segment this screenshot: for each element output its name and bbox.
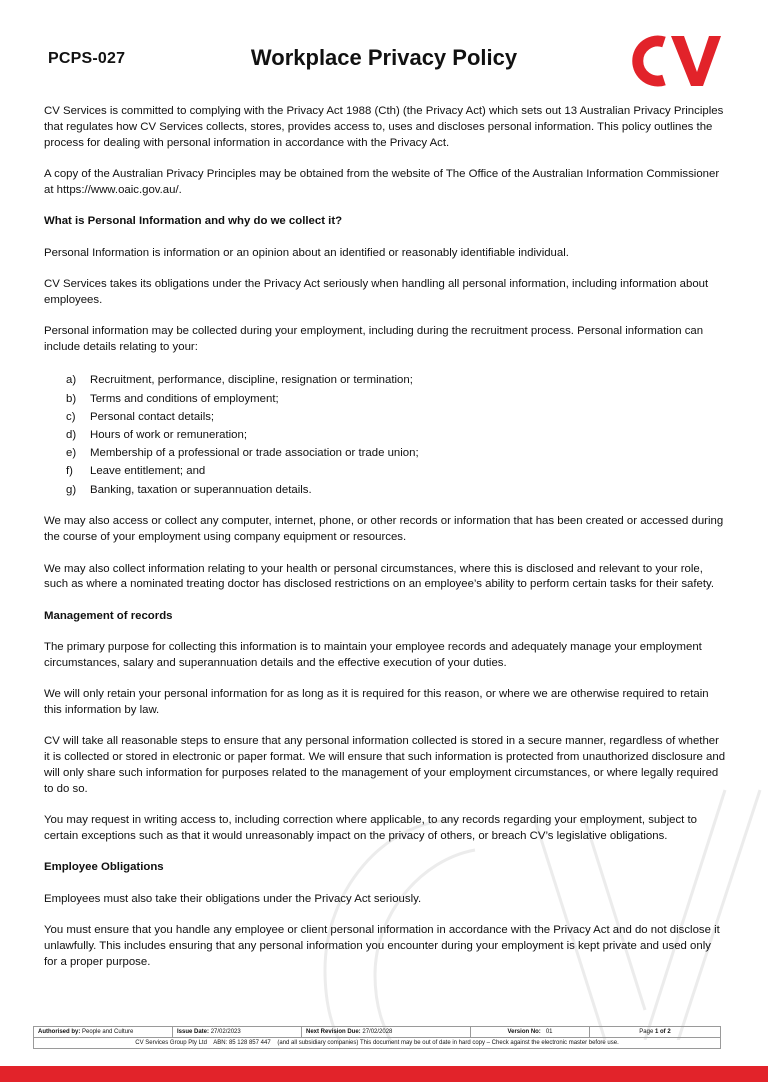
list-marker: e) xyxy=(66,447,77,460)
details-list xyxy=(44,371,726,498)
security-paragraph: CV will take all reasonable steps to ensure that any personal information collected is stored in a secure manner, regardless of whether it is collected or stored in electronic or paper format. We will ensure that such information is protected from unauthorized disclosure and will only share such information for purposes related to the management of your employment circumstances, or where legally required to do so. xyxy=(44,735,726,795)
list-marker: a) xyxy=(66,374,77,387)
list-marker: c) xyxy=(66,410,76,423)
retention-paragraph: We will only retain your personal information for as long as it is required for this reason, or where we are otherwise required to retain this information by law. xyxy=(44,688,709,717)
app-copy-paragraph: A copy of the Australian Privacy Principles may be obtained from the website of The Office of the Australian Information Commissioner at https://www.oaic.gov.au/. xyxy=(44,167,720,196)
page-title: Workplace Privacy Policy xyxy=(250,45,518,70)
intro-paragraph: CV Services is committed to complying with the Privacy Act 1988 (Cth) (the Privacy Act) which sets out 13 Australian Privacy Principles that regulates how CV Services collects, stores, provides access to, uses and discloses personal information. This policy outlines the process for dealing with personal information in accordance with the Privacy Act. xyxy=(44,105,724,149)
section-heading-personal-info: What is Personal Information and why do we collect it? xyxy=(44,215,343,228)
request-access-paragraph: You may request in writing access to, including correction where applicable, to any records regarding your employment, subject to certain exceptions such as that it would unreasonably impact on the privacy of others, or breach CV’s legislative obligations. xyxy=(44,814,697,843)
footer-authorised: Authorised by: People and Culture xyxy=(34,1027,173,1038)
list-marker: d) xyxy=(66,428,77,441)
policy-body xyxy=(44,104,726,986)
list-item xyxy=(66,462,726,480)
brand-footer-bar xyxy=(0,1066,768,1082)
list-item xyxy=(66,371,726,389)
list-item xyxy=(66,481,726,499)
section-heading-employee-obligations: Employee Obligations xyxy=(44,861,164,874)
list-item-text: Membership of a professional or trade association or trade union; xyxy=(90,447,419,460)
footer-issue-date: Issue Date: 27/02/2023 xyxy=(173,1027,302,1038)
list-item xyxy=(66,408,726,426)
footer-company-line: CV Services Group Pty Ltd ABN: 85 128 857 447 (and all subsidiary companies) This document may be out of date in hard copy – Check against the electronic master before use. xyxy=(34,1038,721,1049)
cv-logo xyxy=(624,32,722,90)
list-marker: g) xyxy=(66,483,77,496)
handling-paragraph: You must ensure that you handle any employee or client personal information in accordance with the Privacy Act and do not disclose it unlawfully. This includes ensuring that any personal information you encounter during your employment is kept private and used only for a proper purpose. xyxy=(44,924,720,968)
list-item-text: Personal contact details; xyxy=(90,410,215,423)
list-item-text: Banking, taxation or superannuation details. xyxy=(90,483,312,496)
footer-revision-due: Next Revision Due: 27/02/2028 xyxy=(302,1027,471,1038)
health-paragraph: We may also collect information relating to your health or personal circumstances, where this is disclosed and relevant to your role, such as where a nominated treating doctor has disclosed restrictions on an employee’s ability to perform certain tasks for their safety. xyxy=(44,562,715,591)
obligations-paragraph: CV Services takes its obligations under the Privacy Act seriously when handling all personal information, including information about employees. xyxy=(44,277,709,306)
document-footer xyxy=(33,1026,721,1049)
definition-paragraph: Personal Information is information or an opinion about an identified or reasonably identifiable individual. xyxy=(44,246,569,259)
employee-obligations-paragraph: Employees must also take their obligations under the Privacy Act seriously. xyxy=(44,892,422,905)
footer-version: Version No: 01 xyxy=(471,1027,590,1038)
list-marker: f) xyxy=(66,465,73,478)
list-item-text: Leave entitlement; and xyxy=(90,465,206,478)
purpose-paragraph: The primary purpose for collecting this information is to maintain your employee records and adequately manage your employment circumstances, salary and superannuation details and the effective execution of your duties. xyxy=(44,641,702,669)
list-item xyxy=(66,390,726,408)
list-item xyxy=(66,444,726,462)
list-item-text: Hours of work or remuneration; xyxy=(90,428,247,441)
list-item xyxy=(66,426,726,444)
collection-paragraph: Personal information may be collected during your employment, including during the recruitment process. Personal information can include details relating to your: xyxy=(44,325,704,353)
section-heading-management: Management of records xyxy=(44,609,173,622)
list-marker: b) xyxy=(66,392,77,405)
list-item-text: Terms and conditions of employment; xyxy=(90,392,279,405)
records-access-paragraph: We may also access or collect any computer, internet, phone, or other records or information that has been created or accessed during the course of your employment using company equipment or resources. xyxy=(44,515,724,544)
footer-page-number: Page 1 of 2 xyxy=(590,1027,721,1038)
list-item-text: Recruitment, performance, discipline, resignation or termination; xyxy=(90,374,413,387)
document-code: PCPS-027 xyxy=(48,50,126,67)
